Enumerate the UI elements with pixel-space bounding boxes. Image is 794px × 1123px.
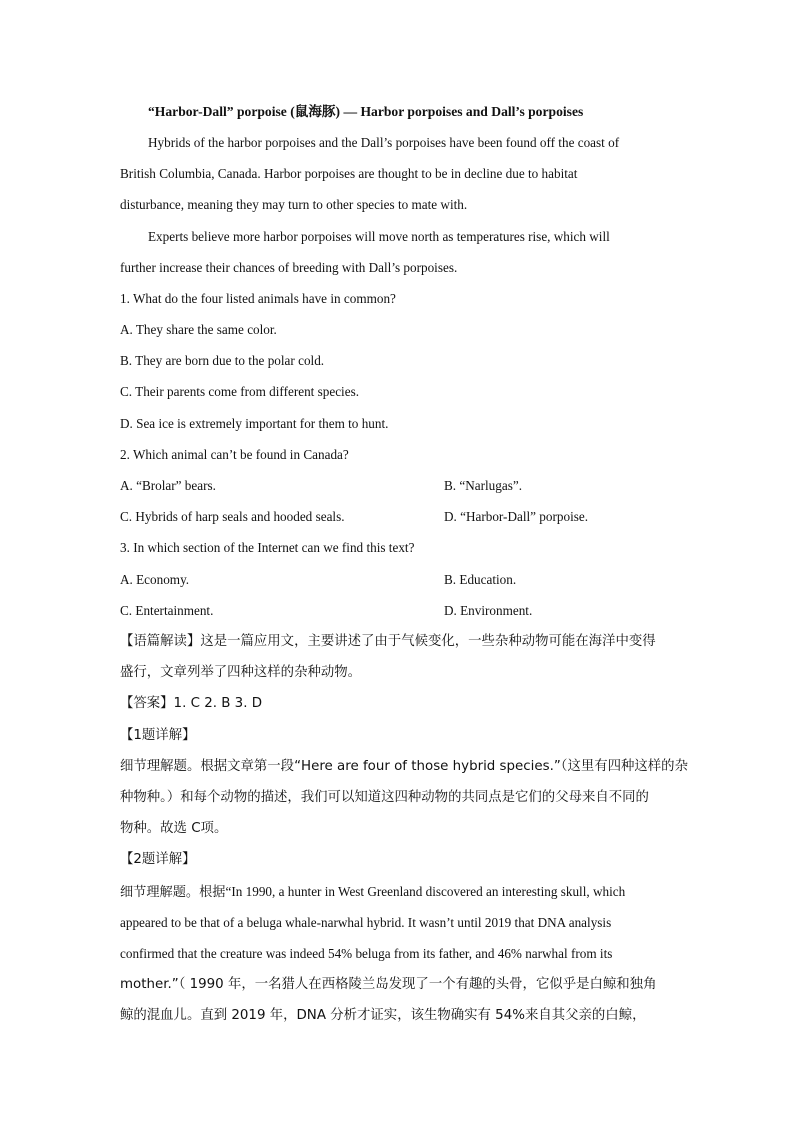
explanation-line: mother.”（ 1990 年，一名猎人在西格陵兰岛发现了一个有趣的头骨，它似乎是白鲸和独角 (120, 977, 657, 992)
question-option: D. Environment. (444, 603, 533, 618)
answer-line: 【答案】1. C 2. B 3. D (120, 696, 263, 711)
reading-analysis-line: 盛行，文章列举了四种这样的杂种动物。 (120, 665, 362, 680)
paragraph-line: disturbance, meaning they may turn to other species to mate with. (120, 197, 468, 212)
paragraph-line: further increase their chances of breeding with Dall’s porpoises. (120, 260, 458, 275)
question-option: C. Entertainment. (120, 603, 214, 618)
paragraph-line: Hybrids of the harbor porpoises and the Dall’s porpoises have been found off the coast of (148, 135, 620, 150)
question-option: D. Sea ice is extremely important for them to hunt. (120, 416, 389, 431)
question-option: A. They share the same color. (120, 322, 277, 337)
reading-analysis-line: 【语篇解读】这是一篇应用文，主要讲述了由于气候变化，一些杂种动物可能在海洋中变得 (120, 634, 656, 649)
question-option: B. Education. (444, 572, 517, 587)
question-stem: 1. What do the four listed animals have in common? (120, 291, 396, 306)
question-option: A. Economy. (120, 572, 190, 587)
question-option: C. Hybrids of harp seals and hooded seals. (120, 509, 345, 524)
question-option: A. “Brolar” bears. (120, 478, 216, 493)
question-option: C. Their parents come from different species. (120, 384, 360, 399)
explanation-line: 鲸的混血儿。直到 2019 年，DNA 分析才证实，该生物确实有 54%来自其父亲的白鲸， (120, 1008, 646, 1023)
explanation-line: 细节理解题。根据文章第一段“Here are four of those hybrid species.”（这里有四种这样的杂 (120, 759, 688, 774)
explanation-line: 细节理解题。根据“In 1990, a hunter in West Greenland discovered an interesting skull, which (120, 884, 626, 899)
paragraph-line: Experts believe more harbor porpoises will move north as temperatures rise, which will (148, 229, 610, 244)
q1-explanation-heading: 【1题详解】 (120, 728, 196, 743)
explanation-line: appeared to be that of a beluga whale-narwhal hybrid. It wasn’t until 2019 that DNA analysis (120, 915, 612, 930)
question-stem: 2. Which animal can’t be found in Canada? (120, 447, 349, 462)
explanation-line: confirmed that the creature was indeed 54% beluga from its father, and 46% narwhal from its (120, 946, 613, 961)
question-option: B. They are born due to the polar cold. (120, 353, 325, 368)
passage-title: “Harbor-Dall” porpoise (鼠海豚) — Harbor porpoises and Dall’s porpoises (148, 104, 584, 119)
q2-explanation-heading: 【2题详解】 (120, 852, 196, 867)
question-option: D. “Harbor-Dall” porpoise. (444, 509, 589, 524)
question-option: B. “Narlugas”. (444, 478, 522, 493)
paragraph-line: British Columbia, Canada. Harbor porpoises are thought to be in decline due to habitat (120, 166, 578, 181)
question-stem: 3. In which section of the Internet can we find this text? (120, 540, 415, 555)
explanation-line: 物种。故选 C项。 (120, 821, 228, 836)
explanation-line: 种物种。）和每个动物的描述，我们可以知道这四种动物的共同点是它们的父母来自不同的 (120, 790, 649, 805)
